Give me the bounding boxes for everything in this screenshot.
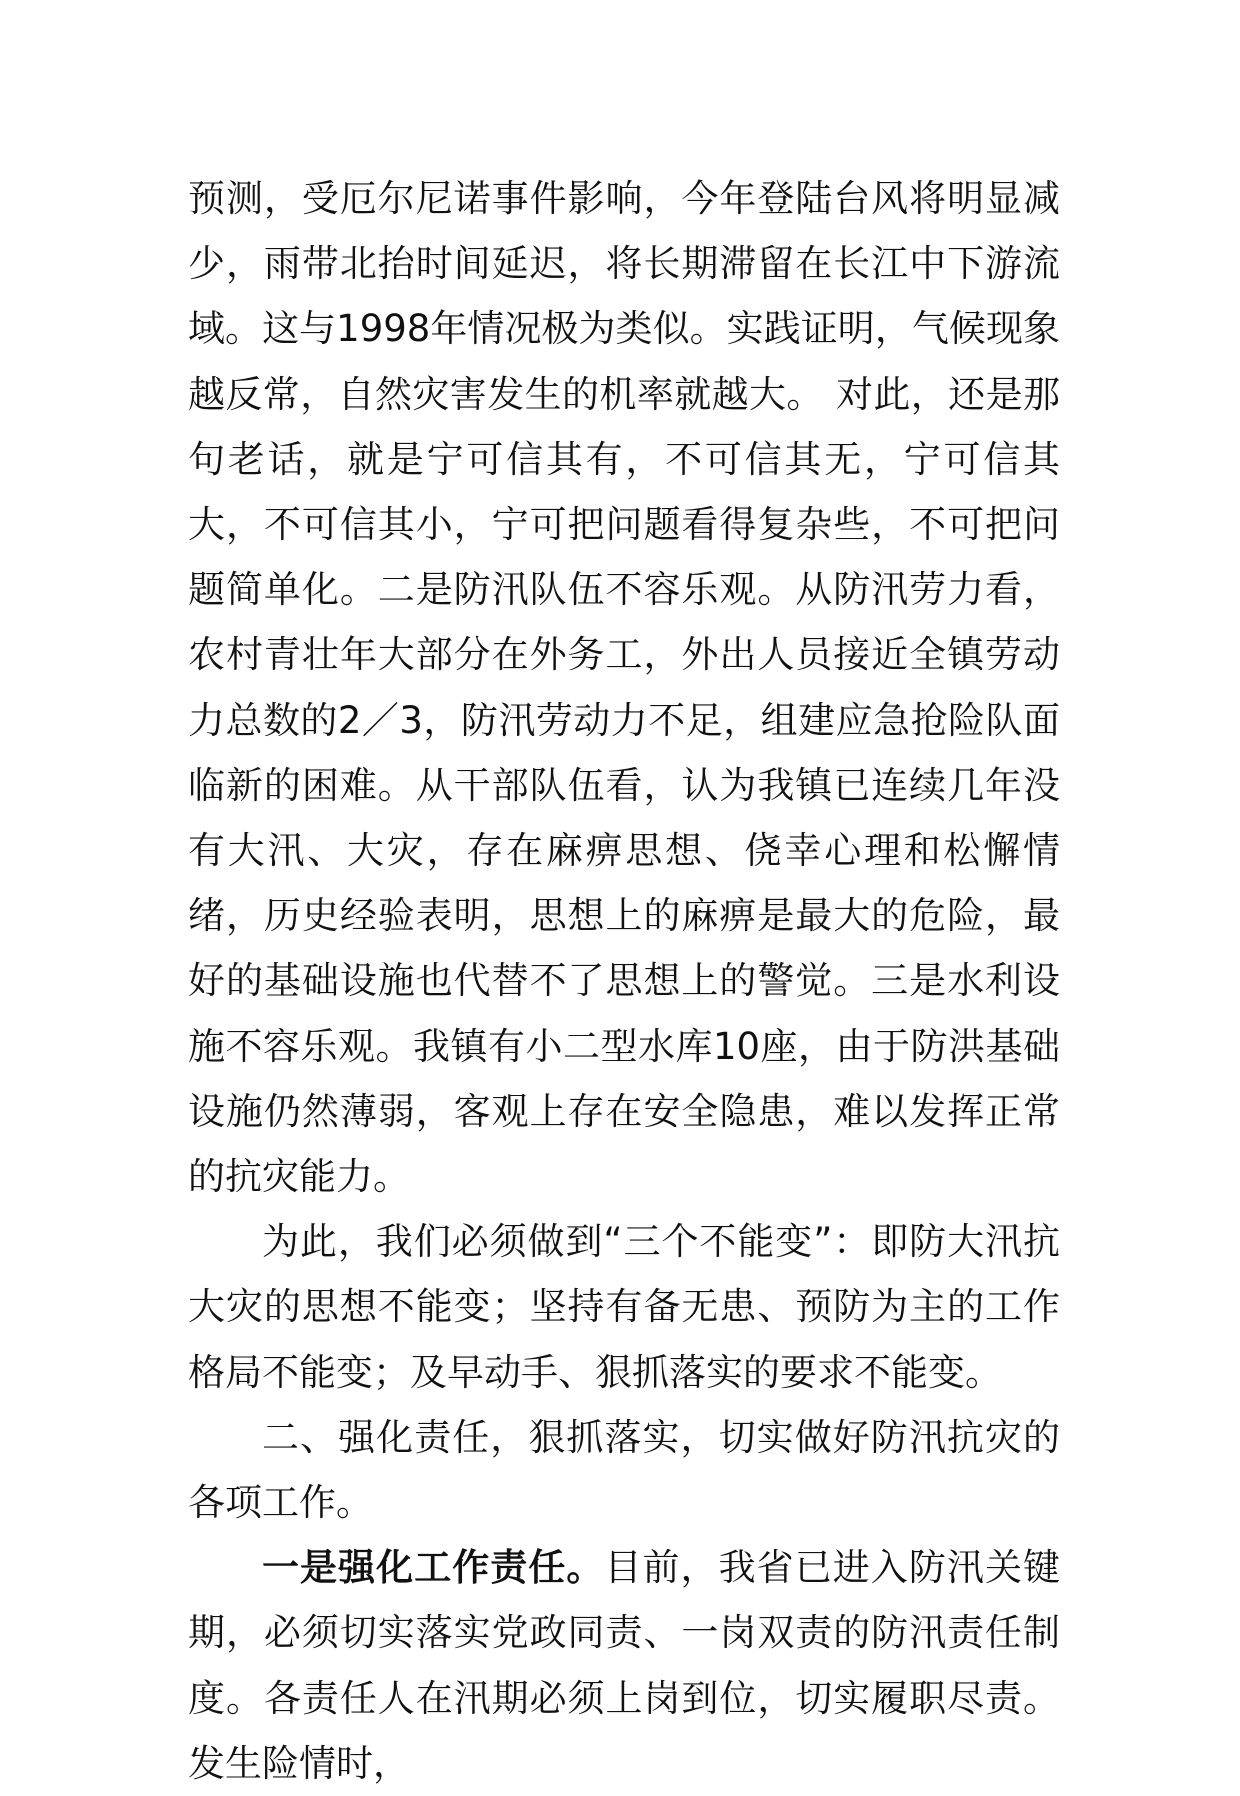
paragraph-2-text: 为此，我们必须做到“三个不能变”：即防大汛抗大灾的思想不能变；坚持有备无患、预防为主的工作格局不能变；及早动手、狠抓落实的要求不能变。 xyxy=(188,1220,1060,1394)
paragraph-2 xyxy=(188,1209,1060,1405)
section-heading-2-text: 二、强化责任，狠抓落实，切实做好防汛抗灾的各项工作。 xyxy=(188,1415,1060,1525)
paragraph-1-text: 预测，受厄尔尼诺事件影响，今年登陆台风将明显减少，雨带北抬时间延迟，将长期滞留在长江中下游流域。这与1998年情况极为类似。实践证明，气候现象越反常，自然灾害发生的机率就越大。 对此，还是那句老话，就是宁可信其有，不可信其无，宁可信其大，不可信其小，宁可把问题看得复杂些，不可把问题简单化。二是防汛队伍不容乐观。从防汛劳力看，农村青壮年大部分在外务工，外出人员接近全镇劳动力总数的2／3，防汛劳动力不足，组建应急抢险队面临新的困难。从干部队伍看，认为我镇已连续几年没有大汛、大灾，存在麻痹思想、侥幸心理和松懈情绪，历史经验表明，思想上的麻痹是最大的危险，最好的基础设施也代替不了思想上的警觉。三是水利设施不容乐观。我镇有小二型水库10座，由于防洪基础设施仍然薄弱，客观上存在安全隐患，难以发挥正常的抗灾能力。 xyxy=(188,177,1060,1199)
paragraph-4 xyxy=(188,1535,1060,1796)
document-body xyxy=(188,166,1060,1796)
paragraph-4-text: 目前，我省已进入防汛关键期，必须切实落实党政同责、一岗双责的防汛责任制度。各责任人在汛期必须上岗到位，切实履职尽责。发生险情时， xyxy=(188,1546,1061,1785)
section-heading-2 xyxy=(188,1405,1060,1535)
paragraph-1 xyxy=(188,166,1060,1209)
paragraph-4-bold-lead: 一是强化工作责任。 xyxy=(262,1546,605,1590)
